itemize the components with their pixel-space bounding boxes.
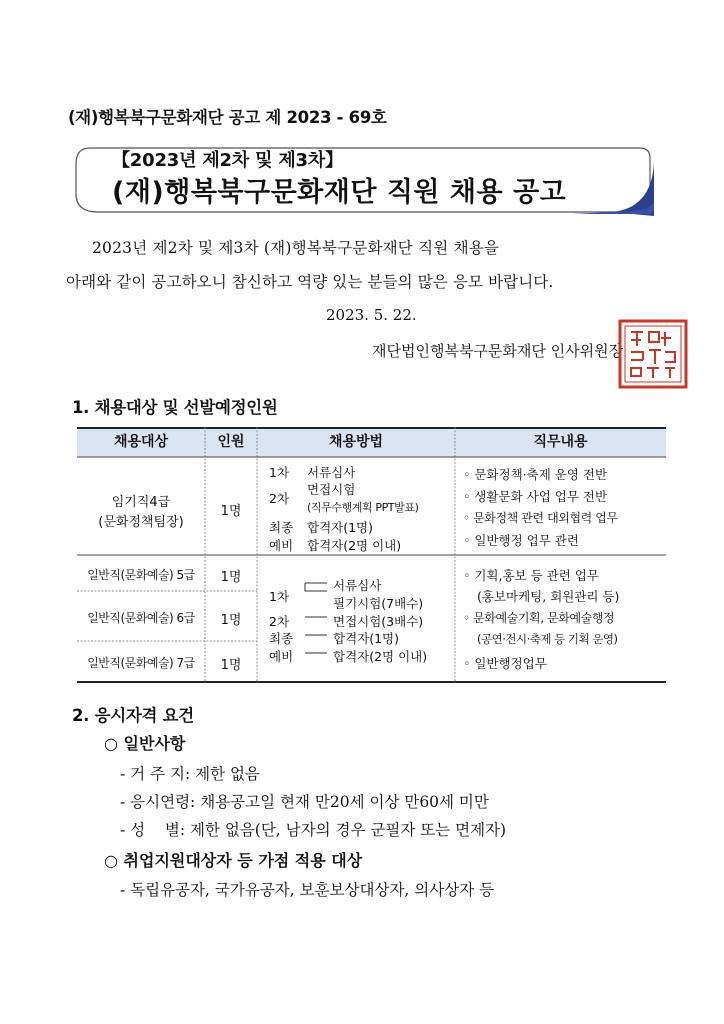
row1-method-stage: 예비 xyxy=(269,538,294,553)
general-duty: ◦ 문화예술기획, 문화예술행정 xyxy=(463,611,615,625)
signer-name: 재단법인행복북구문화재단 인사위원장 xyxy=(372,342,624,360)
intro-line-1: 2023년 제2차 및 제3차 (재)행복북구문화재단 직원 채용을 xyxy=(92,239,500,257)
official-seal-icon xyxy=(617,318,689,390)
intro-line-2: 아래와 같이 공고하오니 참신하고 역량 있는 분들의 많은 응모 바랍니다. xyxy=(66,273,554,291)
general-row-count: 1명 xyxy=(220,613,242,628)
general-row-target: 일반직(문화예술) 5급 xyxy=(87,568,195,582)
general-row-target: 일반직(문화예술) 6급 xyxy=(87,611,195,625)
header-target: 채용대상 xyxy=(113,434,169,450)
row1-method-desc: 합격자(2명 이내) xyxy=(307,538,402,553)
bonus-eligible-list: - 독립유공자, 국가유공자, 보훈보상대상자, 의사상자 등 xyxy=(120,881,495,899)
row1-method-stage: 최종 xyxy=(269,520,294,535)
general-method-stage: 2차 xyxy=(269,614,290,629)
general-duty: ◦ 일반행정업무 xyxy=(463,656,547,671)
row1-method-stage: 2차 xyxy=(269,491,290,506)
row1-duty: ◦ 일반행정 업무 관련 xyxy=(463,533,579,548)
section2-title: 2. 응시자격 요건 xyxy=(72,706,194,725)
general-duty: ◦ 기획,홍보 등 관련 업무 xyxy=(463,568,599,583)
requirement-residence: - 거 주 지: 제한 없음 xyxy=(120,765,260,783)
general-method-desc: 면접시험(3배수) xyxy=(333,614,424,629)
general-method-desc: 서류심사 xyxy=(333,578,382,593)
row1-method-desc: 합격자(1명) xyxy=(307,520,374,535)
row1-duty: ◦ 문화정책·축제 운영 전반 xyxy=(463,467,608,482)
banner-subtitle: 【2023년 제2차 및 제3차】 xyxy=(112,150,343,171)
general-method-stage: 최종 xyxy=(269,631,294,646)
title-banner xyxy=(72,142,654,216)
general-method-stage: 1차 xyxy=(269,589,290,604)
notice-date: 2023. 5. 22. xyxy=(326,306,417,324)
row1-duty: ◦ 생활문화 사업 업무 전반 xyxy=(463,489,608,504)
row1-target-sub: (문화정책팀장) xyxy=(98,515,184,530)
general-duty: (홍보마케팅, 회원관리 등) xyxy=(477,589,620,604)
general-row-count: 1명 xyxy=(220,570,242,585)
row1-method-desc: (직무수행계획 PPT발표) xyxy=(307,501,419,514)
row1-method-desc: 면접시험 xyxy=(307,482,356,497)
row1-target: 임기직4급 xyxy=(111,495,171,510)
requirement-gender: - 성 별: 제한 없음(단, 남자의 경우 군필자 또는 면제자) xyxy=(120,821,507,839)
row1-count: 1명 xyxy=(220,504,242,519)
notice-number: (재)행복북구문화재단 공고 제 2023 - 69호 xyxy=(68,108,387,127)
general-requirements-heading: ○ 일반사항 xyxy=(104,734,186,753)
general-method-desc: 합격자(2명 이내) xyxy=(333,649,428,664)
row1-method-desc: 서류심사 xyxy=(307,465,356,480)
section1-title: 1. 채용대상 및 선발예정인원 xyxy=(72,398,278,417)
general-method-desc: 합격자(1명) xyxy=(333,631,400,646)
general-method-stage: 예비 xyxy=(269,649,294,664)
banner-title: (재)행복북구문화재단 직원 채용 공고 xyxy=(112,177,567,208)
row1-method-stage: 1차 xyxy=(269,465,290,480)
general-method-desc: 필기시험(7배수) xyxy=(333,596,424,611)
general-row-count: 1명 xyxy=(220,658,242,673)
row1-duty: ◦ 문화정책 관련 대외협력 업무 xyxy=(463,511,618,525)
header-duties: 직무내용 xyxy=(533,434,588,450)
recruitment-table xyxy=(77,427,666,683)
header-method: 채용방법 xyxy=(328,434,384,450)
bonus-points-heading: ○ 취업지원대상자 등 가점 적용 대상 xyxy=(104,851,363,870)
general-duty: (공연·전시·축제 등 기획 운영) xyxy=(477,632,618,646)
requirement-age: - 응시연령: 채용공고일 현재 만20세 이상 만60세 미만 xyxy=(120,793,489,811)
header-count: 인원 xyxy=(217,434,245,450)
general-row-target: 일반직(문화예술) 7급 xyxy=(87,656,195,670)
